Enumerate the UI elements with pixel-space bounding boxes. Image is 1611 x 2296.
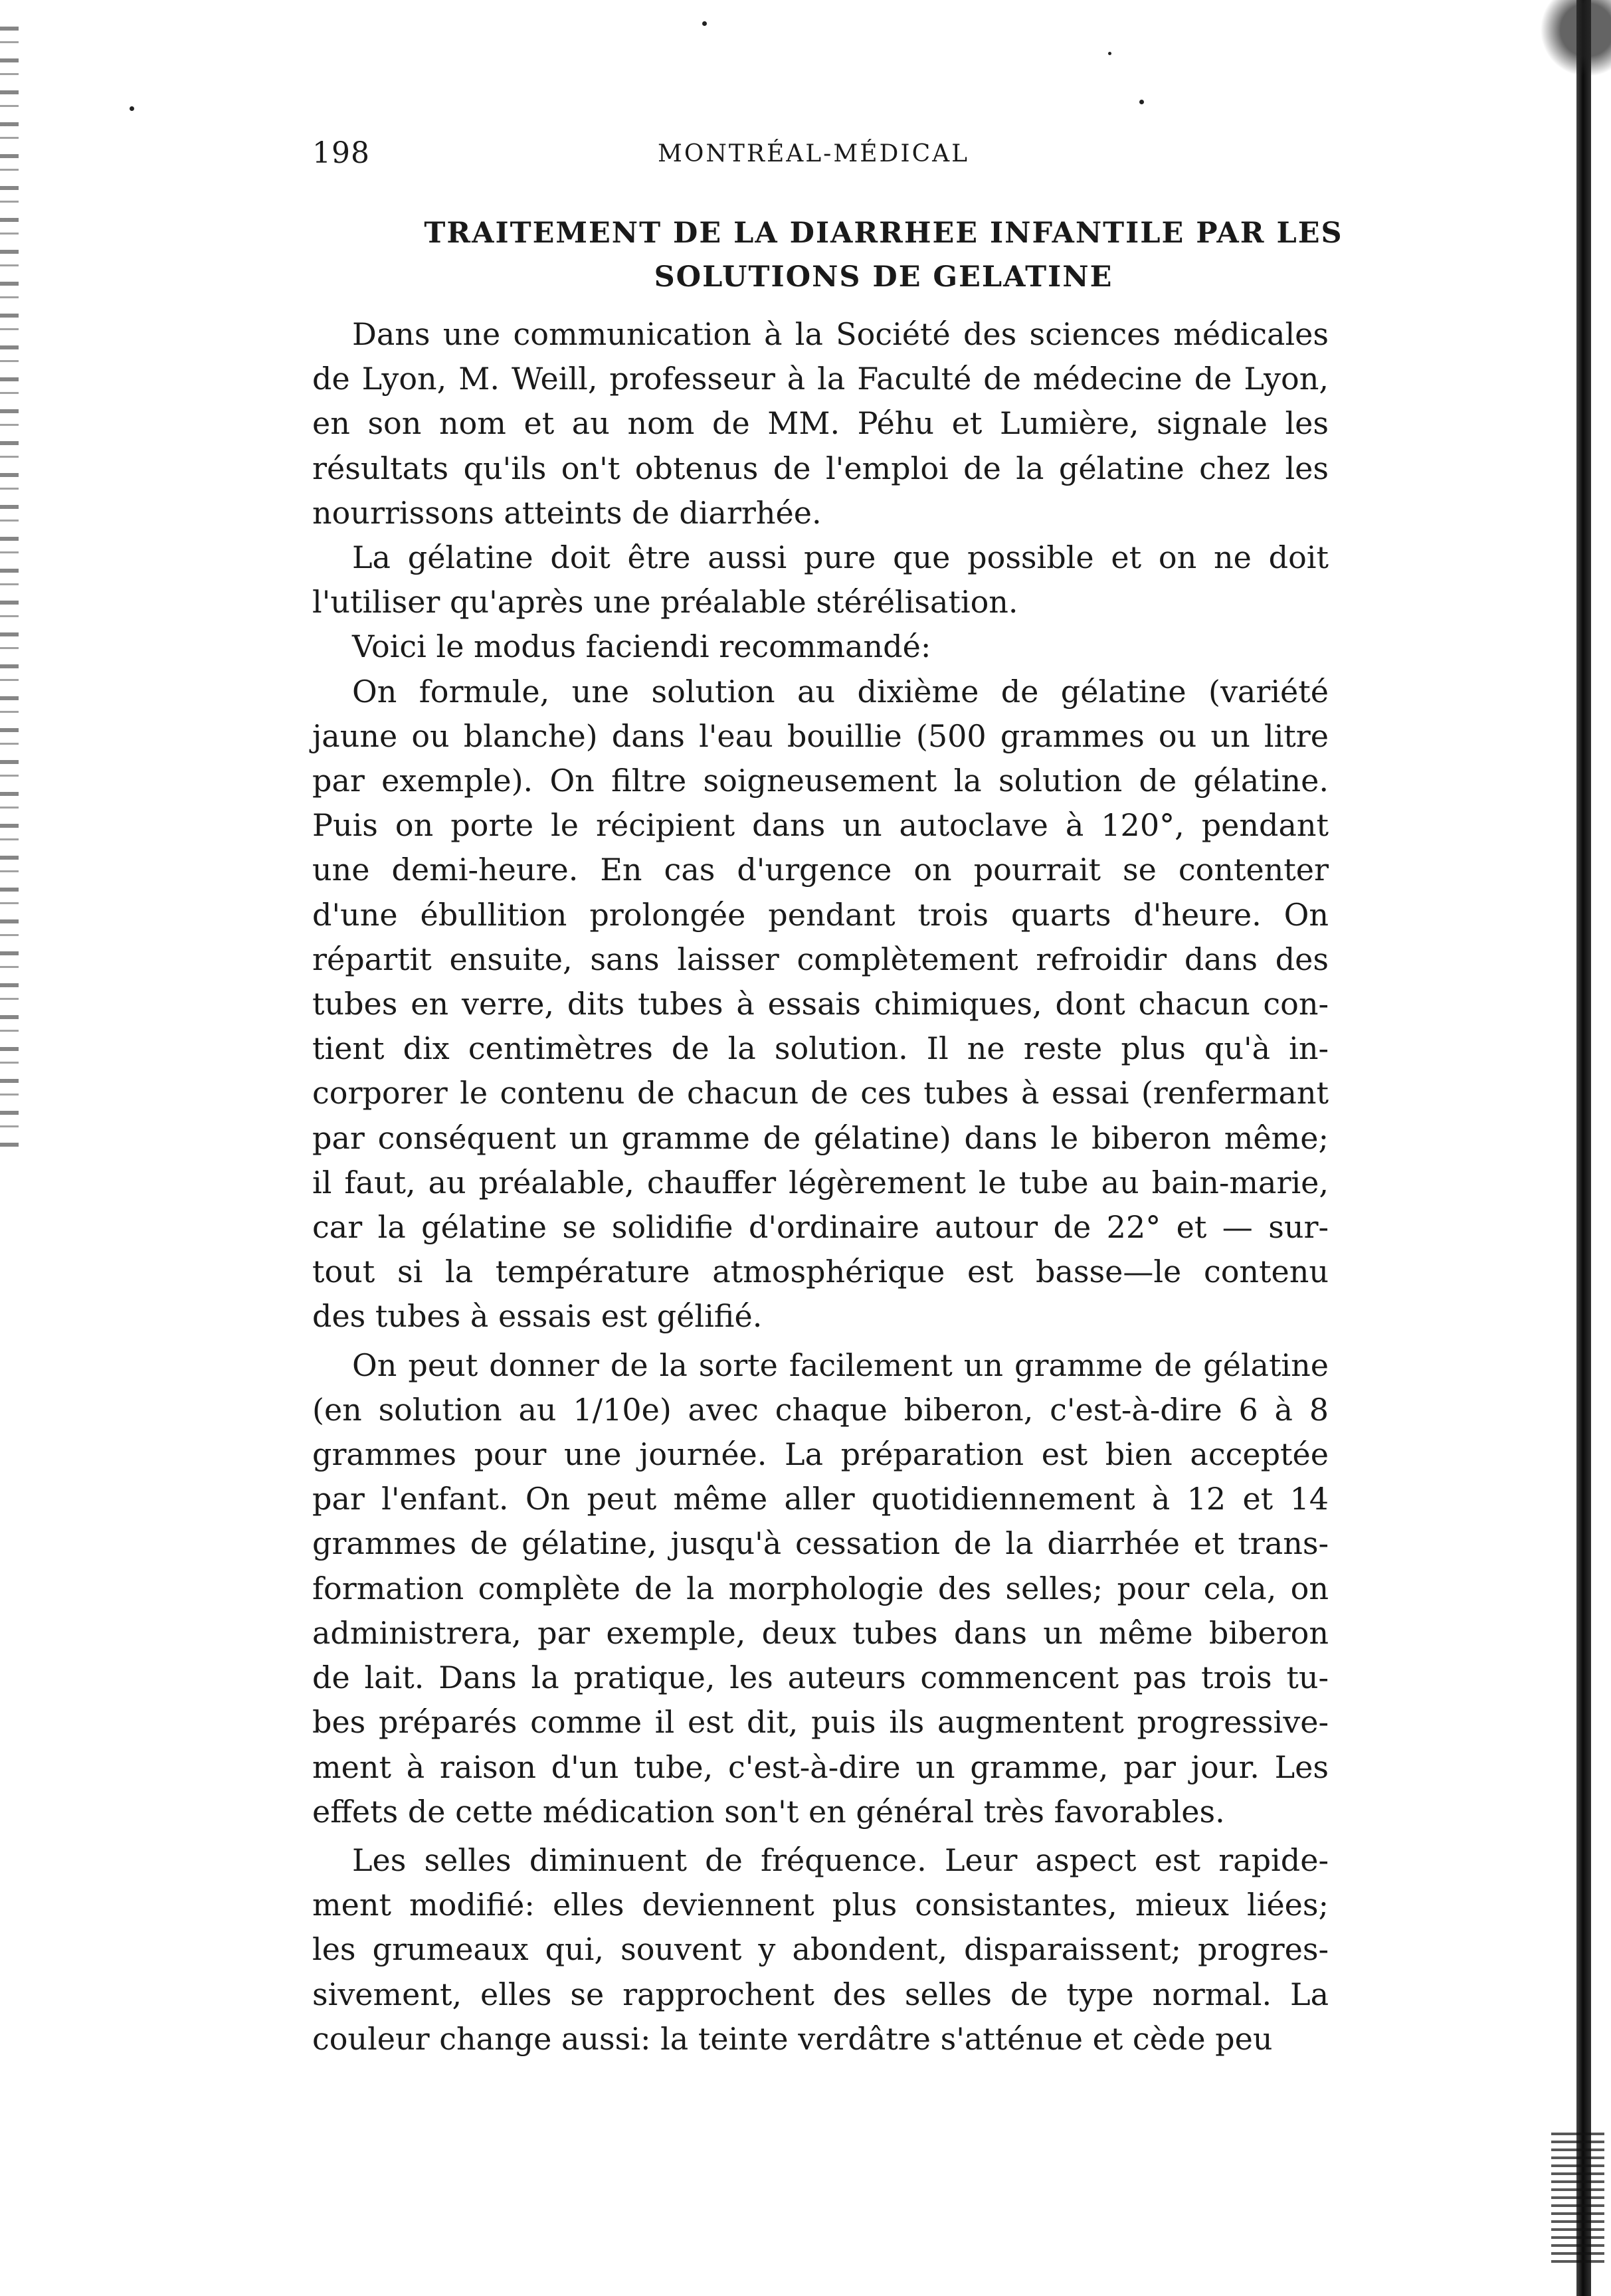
- text-line: une demi-heure. En cas d'urgence on pourrait se contenter: [312, 852, 1329, 888]
- text-line: On formule, une solution au dixième de gélatine (variété: [352, 673, 1329, 710]
- paragraph: [312, 1838, 1329, 2061]
- text-line: tout si la température atmosphérique est basse—le contenu: [312, 1254, 1329, 1290]
- page-number: 198: [312, 136, 370, 170]
- scan-margin-left: [0, 27, 19, 1156]
- text-line: résultats qu'ils on't obtenus de l'emploi de la gélatine chez les: [312, 450, 1329, 486]
- text-line: de lait. Dans la pratique, les auteurs commencent pas trois tu-: [312, 1660, 1329, 1696]
- paragraph: [312, 535, 1329, 624]
- text-line: bes préparés comme il est dit, puis ils augmentent progressive-: [312, 1704, 1329, 1741]
- text-line: On peut donner de la sorte facilement un gramme de gélatine: [352, 1347, 1329, 1383]
- text-line: Dans une communication à la Société des sciences médicales: [352, 316, 1329, 352]
- paragraph: [312, 312, 1329, 535]
- text-line: jaune ou blanche) dans l'eau bouillie (500 grammes ou un litre: [312, 718, 1329, 754]
- text-line: (en solution au 1/10e) avec chaque biberon, c'est-à-dire 6 à 8: [312, 1391, 1329, 1428]
- text-line: couleur change aussi: la teinte verdâtre s'atténue et cède peu: [312, 2020, 1273, 2057]
- text-line: Puis on porte le récipient dans un autoclave à 120°, pendant: [312, 807, 1329, 844]
- text-line: ment modifié: elles deviennent plus consistantes, mieux liées;: [312, 1887, 1329, 1923]
- text-line: grammes de gélatine, jusqu'à cessation de la diarrhée et trans-: [312, 1525, 1329, 1562]
- article-body: [312, 312, 1329, 2061]
- text-line: Voici le modus faciendi recommandé:: [352, 628, 931, 665]
- text-line: effets de cette médication son't en général très favorables.: [312, 1793, 1225, 1830]
- paragraph: [312, 624, 1329, 669]
- scan-speck: [1108, 52, 1111, 55]
- text-line: ment à raison d'un tube, c'est-à-dire un gramme, par jour. Les: [312, 1749, 1329, 1785]
- text-line: formation complète de la morphologie des selles; pour cela, on: [312, 1570, 1329, 1606]
- text-line: les grumeaux qui, souvent y abondent, disparaissent; progres-: [312, 1931, 1329, 1968]
- scan-margin-right: [1576, 0, 1591, 2296]
- scan-speck: [1139, 100, 1144, 104]
- text-line: en son nom et au nom de MM. Péhu et Lumière, signale les: [312, 405, 1329, 442]
- text-line: il faut, au préalable, chauffer légèrement le tube au bain-marie,: [312, 1164, 1329, 1200]
- text-line: d'une ébullition prolongée pendant trois quarts d'heure. On: [312, 896, 1329, 933]
- scan-speck: [702, 21, 707, 26]
- text-line: grammes pour une journée. La préparation est bien acceptée: [312, 1436, 1329, 1473]
- text-line: Les selles diminuent de fréquence. Leur aspect est rapide-: [352, 1842, 1329, 1878]
- text-line: par l'enfant. On peut même aller quotidiennement à 12 et 14: [312, 1481, 1329, 1517]
- text-line: administrera, par exemple, deux tubes dans un même biberon: [312, 1614, 1329, 1651]
- text-line: tient dix centimètres de la solution. Il ne reste plus qu'à in-: [312, 1030, 1329, 1067]
- text-line: car la gélatine se solidifie d'ordinaire autour de 22° et — sur-: [312, 1209, 1329, 1246]
- article-title: [312, 211, 1455, 299]
- scan-margin-right-top: [1531, 0, 1611, 100]
- article-title-line: TRAITEMENT DE LA DIARRHEE INFANTILE PAR LES: [424, 217, 1343, 250]
- text-line: des tubes à essais est gélifié.: [312, 1298, 763, 1335]
- scan-margin-right-bottom: [1551, 2133, 1604, 2265]
- article-title-line: SOLUTIONS DE GELATINE: [654, 260, 1113, 294]
- text-line: l'utiliser qu'après une préalable stérélisation.: [312, 584, 1018, 621]
- text-line: répartit ensuite, sans laisser complètement refroidir dans des: [312, 941, 1329, 977]
- paragraph: [312, 670, 1329, 1339]
- running-head: MONTRÉAL-MÉDICAL: [658, 140, 970, 167]
- paragraph: [312, 1343, 1329, 1834]
- text-line: La gélatine doit être aussi pure que possible et on ne doit: [352, 539, 1329, 576]
- text-line: par exemple). On filtre soigneusement la solution de gélatine.: [312, 763, 1329, 799]
- scan-speck: [130, 106, 134, 111]
- text-line: nourrissons atteints de diarrhée.: [312, 494, 822, 531]
- page-header: [312, 136, 1402, 176]
- text-line: sivement, elles se rapprochent des selles de type normal. La: [312, 1976, 1329, 2012]
- text-line: corporer le contenu de chacun de ces tubes à essai (renfermant: [312, 1075, 1329, 1111]
- text-line: par conséquent un gramme de gélatine) dans le biberon même;: [312, 1119, 1329, 1156]
- text-line: tubes en verre, dits tubes à essais chimiques, dont chacun con-: [312, 986, 1329, 1022]
- text-line: de Lyon, M. Weill, professeur à la Faculté de médecine de Lyon,: [312, 361, 1329, 397]
